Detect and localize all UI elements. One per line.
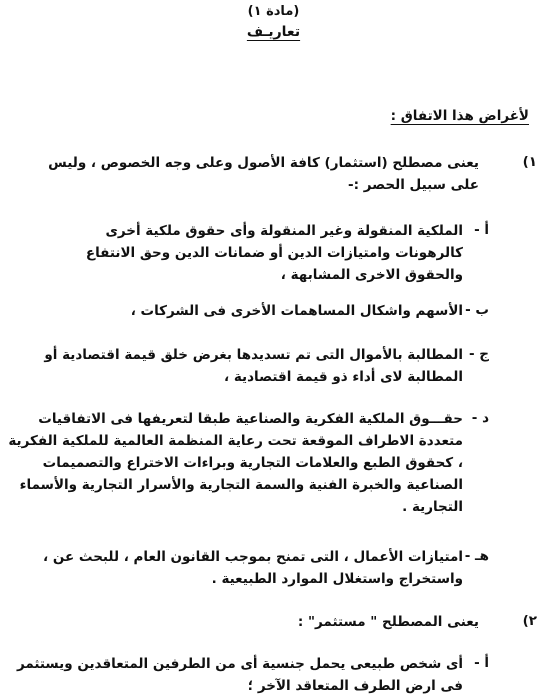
definition-text — [39, 611, 479, 633]
text-line: يعنى المصطلح " مستثمر" : — [297, 614, 479, 630]
item-letter: ج - — [468, 346, 489, 362]
definition-number: ١) — [522, 154, 537, 170]
text-line: الملكية المنقولة وغير المنقولة وأى حقوق ملكية أخرى — [105, 223, 463, 239]
text-line: الصناعية والخبرة الفنية والسمة التجارية والأسرار التجارية والأسماء — [19, 477, 463, 493]
item-text — [39, 300, 463, 322]
text-line: أى شخص طبيعى يحمل جنسية أى من الطرفين المتعاقدين ويستثمر — [16, 656, 463, 672]
item-text — [16, 653, 463, 697]
item-text — [39, 344, 463, 388]
intro-heading — [391, 108, 529, 124]
definition-text — [39, 152, 479, 196]
text-line: كالرهونات وامتيازات الدين أو ضمانات الدين وحق الانتفاع — [85, 245, 463, 261]
item-letter: ب - — [465, 302, 489, 318]
text-line: المطالبة بالأموال التى تم تسديدها بغرض خلق قيمة اقتصادية أو — [44, 347, 463, 363]
article-title: تعاريـف — [246, 24, 301, 40]
text-line: واستخراج واستغلال الموارد الطبيعية . — [211, 571, 463, 587]
article-title-wrapper — [0, 24, 547, 40]
text-line: يعنى مصطلح (استثمار) كافة الأصول وعلى وجه الخصوص ، وليس — [48, 155, 479, 171]
text-line: التجارية . — [402, 499, 463, 515]
item-text — [8, 408, 463, 518]
item-letter: د - — [471, 410, 489, 426]
item-text — [39, 546, 463, 590]
text-line: حقـــوق الملكية الفكرية والصناعية طبقا لتعريفها فى الاتفاقيات — [38, 411, 463, 427]
item-letter: أ - — [474, 655, 489, 671]
intro-text: لأغراض هذا الاتفاق : — [390, 108, 529, 124]
text-line: على سبيل الحصر :- — [348, 177, 479, 193]
text-line: ، كحقوق الطبع والعلامات التجارية وبراءات الاختراع والتصميمات — [42, 455, 463, 471]
text-line: المطالبة لاى أداء ذو قيمة اقتصادية ، — [223, 369, 463, 385]
item-letter: هـ - — [464, 548, 489, 564]
text-line: والحقوق الاخرى المشابهة ، — [280, 267, 463, 283]
item-text — [39, 220, 463, 286]
text-line: الأسهم واشكال المساهمات الأخرى فى الشركات ، — [130, 303, 463, 319]
text-line: امتيازات الأعمال ، التى تمنح بموجب القانون العام ، للبحث عن ، — [43, 549, 463, 565]
article-label: (مادة ١) — [247, 4, 300, 19]
definition-number: ٢) — [522, 613, 537, 629]
item-letter: أ - — [474, 222, 489, 238]
text-line: فى ارض الطرف المتعاقد الآخر ؛ — [247, 678, 463, 694]
text-line: متعددة الاطراف الموقعة تحت رعاية المنظمة العالمية للملكية الفكرية — [8, 433, 463, 449]
